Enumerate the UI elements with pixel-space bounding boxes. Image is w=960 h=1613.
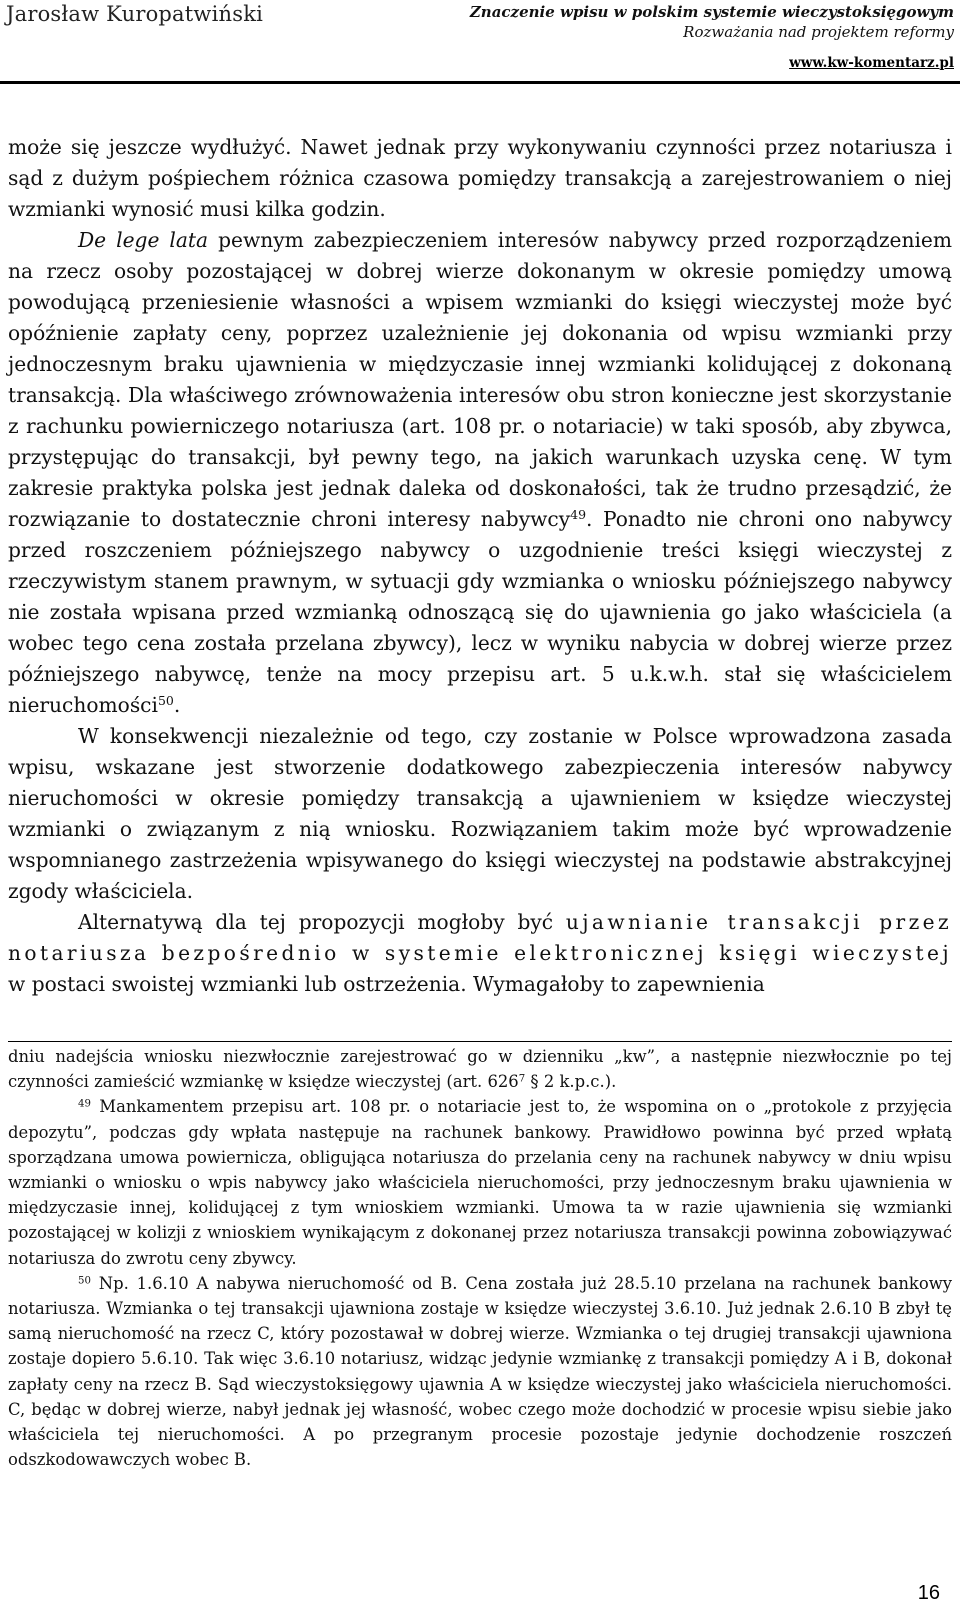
page-header bbox=[0, 0, 960, 86]
footnote-number: 50 bbox=[78, 1275, 91, 1287]
footnote-49: $^{49}$ Mankamentem przepisu art. 108 pr. o notariacie jest to, że wspomina on o „protokole z przyjęcia depozytu”, podczas gdy wpłata następuje na rachunek bankowy. Prawidłowo powinna być przed wpłatą sporządzana umowa powiernicza, obligująca notariusza do przelania ceny na rachunek nabywcy w dniu wpisu wzmianki o wniosku o wpis nabywcy jako właściciela nieruchomości, przy jednoczesnym braku ujawnienia w międzyczasie innej, kolidującej z tym wnioskiem wzmianki. Umowa ta w razie ujawnienia się wzmianki pozostającej w kolizji z wnioskiem wynikającym z dokonanej przez notariusza transakcji powinna zobowiązywać notariusza do zwrotu ceny zbywcy. bbox=[8, 1097, 952, 1268]
latin-phrase: De lege lata bbox=[78, 228, 209, 252]
document-subtitle: Rozważania nad projektem reformy bbox=[683, 23, 954, 41]
footnotes bbox=[8, 1044, 952, 1472]
emphasized-phrase: ujawnianie transakcji przez notariusza bezpośrednio w systemie elektronicznej księgi wieczystej bbox=[8, 910, 952, 965]
paragraph: Alternatywą dla tej propozycji mogłoby być ujawnianie transakcji przez notariusza bezpośrednio w systemie elektronicznej księgi wieczystej w postaci swoistej wzmianki lub ostrzeżenia. Wymagałoby to zapewnienia bbox=[8, 910, 952, 996]
footnote-50: $^{50}$ Np. 1.6.10 A nabywa nieruchomość od B. Cena została już 28.5.10 przelana na rachunek bankowy notariusza. Wzmianka o tej transakcji ujawniona zostaje w księdze wieczystej 3.6.10. Już jednak 2.6.10 B zbył tę samą nieruchomość na rzecz C, który pozostawał w dobrej wierze. Wzmianka o tej drugiej transakcji ujawniona zostaje dopiero 5.6.10. Tak więc 3.6.10 notariusz, widząc jedynie wzmiankę z transakcji pomiędzy A i B, dokonał zapłaty ceny na rzecz B. Sąd wieczystoksięgowy ujawnia A w księdze wieczystej jako właściciela nieruchomości. C, będąc w dobrej wierze, nabył jednak jej własność, wobec czego może dochodzić w procesie wpisu siebie jako właściciela tej nieruchomości. A po przegranym procesie pozostaje jedynie dochodzenie roszczeń odszkodowawczych wobec B. bbox=[8, 1273, 952, 1470]
footnote-rule bbox=[8, 1041, 952, 1042]
paragraph: W konsekwencji niezależnie od tego, czy zostanie w Polsce wprowadzona zasada wpisu, wskazane jest stworzenie dodatkowego zabezpieczenia interesów nabywcy nieruchomości w okresie pomiędzy transakcją a ujawnieniem w księdze wieczystej wzmianki o związanym z nią wniosku. Rozwiązaniem takim może być wprowadzenie wspomnianego zastrzeżenia wpisywanego do księgi wieczystej na podstawie abstrakcyjnej zgody właściciela. bbox=[8, 724, 952, 903]
author-name: Jarosław Kuropatwiński bbox=[6, 2, 264, 26]
footnote-continuation: dniu nadejścia wniosku niezwłocznie zarejestrować go w dzienniku „kw”, a następnie niezwłocznie po tej czynności zamieścić wzmiankę w księdze wieczystej (art. $626^7$ § 2 k.p.c.). bbox=[8, 1047, 952, 1092]
header-rule bbox=[0, 81, 960, 84]
website-link[interactable]: www.kw-komentarz.pl bbox=[789, 55, 954, 71]
footnote-ref-49[interactable]: 49 bbox=[570, 507, 587, 523]
running-title bbox=[470, 2, 954, 42]
footnote-ref-50[interactable]: 50 bbox=[157, 693, 174, 709]
footnote-number: 49 bbox=[78, 1098, 91, 1110]
main-text bbox=[8, 132, 952, 1000]
paragraph: De lege lata pewnym zabezpieczeniem interesów nabywcy przed rozporządzeniem na rzecz osoby pozostającej w dobrej wierze dokonanym w okresie pomiędzy umową powodującą przeniesienie własności a wpisem wzmianki do księgi wieczystej może być opóźnienie zapłaty ceny, poprzez uzależnienie jej dokonania od wpisu wzmianki przy jednoczesnym braku ujawnienia w międzyczasie innej wzmianki kolidującej z dokonaną transakcją. Dla właściwego zrównoważenia interesów obu stron konieczne jest skorzystanie z rachunku powierniczego notariusza (art. 108 pr. o notariacie) w taki sposób, aby zbywca, przystępując do transakcji, był pewny tego, na jakich warunkach uzyska cenę. W tym zakresie praktyka polska jest jednak daleka od doskonałości, tak że trudno przesądzić, że rozwiązanie to dostatecznie chroni interesy nabywcy$^{49}$. Ponadto nie chroni ono nabywcy przed roszczeniem późniejszego nabywcy o uzgodnienie treści księgi wieczystej z rzeczywistym stanem prawnym, w sytuacji gdy wzmianka o wniosku późniejszego nabywcy nie została wpisana przed wzmianką odnoszącą się do ujawnienia go jako właściciela (a wobec tego cena została przelana zbywcy), lecz w wyniku nabycia w dobrej wierze przez późniejszego nabywcę, tenże na mocy przepisu art. 5 u.k.w.h. stał się właścicielem nieruchomości$^{50}$. bbox=[8, 228, 953, 717]
page-number: 16 bbox=[917, 1582, 940, 1604]
document-title: Znaczenie wpisu w polskim systemie wieczystoksięgowym bbox=[469, 3, 954, 21]
paragraph: może się jeszcze wydłużyć. Nawet jednak przy wykonywaniu czynności przez notariusza i sąd z dużym pośpiechem różnica czasowa pomiędzy transakcją a zarejestrowaniem o niej wzmianki wynosić musi kilka godzin. bbox=[8, 135, 952, 221]
